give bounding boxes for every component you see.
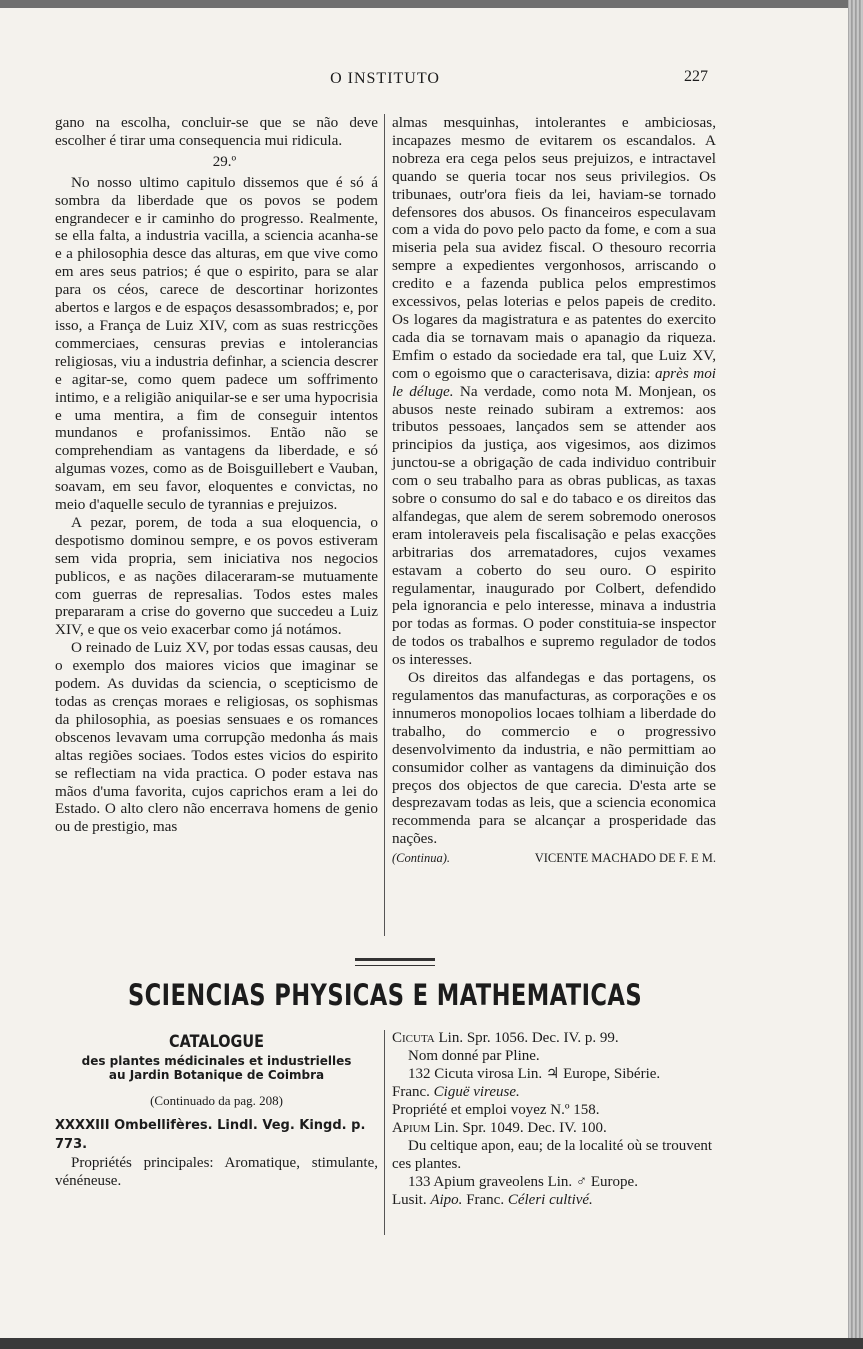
running-title: O INSTITUTO (330, 70, 440, 87)
page-edge (848, 0, 863, 1349)
paragraph-text: Na verdade, como nota M. Monjean, os abusos neste reinado subiram a extremos: aos tributos pessoaes, lançados sem se attender aos principios da justiça, aos vigesimos, aos dizimos junctou-se a obrigação de cada individuo contribuir com o seu trabalho para as obras publicas, as taxas sobre o consumo do sal e do tabaco e os direitos das alfandegas, que alem de serem sobremodo onerosos eram intoleraveis pela fiscalisação e pelas exacções arbitrarias dos arrematadores, cujos vexames estavam a coberto do seu ouro. O espirito regulamentar, inaugurado por Colbert, defendido pela ignorancia e pelo interesse, minava a industria por todas as formas. O poder constituia-se inspector de todos os trabalhos e supremo regulador de todos os interesses. (392, 382, 716, 669)
paragraph: O reinado de Luiz XV, por todas essas causas, deu o exemplo dos maiores vicios que imaginar se podem. As duvidas da sciencia, o scepticismo de todas as crenças moraes e religiosas, os sophismas da philosophia, as poesias sensuaes e os romances obscenos levavam uma corrupção medonha ás mais altas regiões sociaes. Todos estes vicios do espirito se reflectiam na vida practica. O poder estava nas mãos d'uma favorita, cujos caprichos eram a lei do Estado. O alto clero não encerrava homens de genio ou de prestigio, mas (55, 639, 378, 836)
continuation-note: (Continuado da pag. 208) (150, 1093, 283, 1108)
paragraph: No nosso ultimo capitulo dissemos que é só á sombra da liberdade que os povos se podem engrandecer e ir caminho do progresso. Realmente, se ella falta, a industria vacilla, a sciencia acanha-se e a philosophia desce das alturas, em que vive como em ares seus patrios; é que o espirito, para se alar para os céos, carece de descortinar horizontes abertos e largos e de espaços desassombrados; e, por isso, a França de Luiz XIV, com as suas restricções commerciaes, censuras previas e intolerancias religiosas, viu a industria definhar, a sciencia descrer e agitar-se, como quem padece um soffrimento intimo, e a religião aniquilar-se e ser uma hypocrisia e uma mentira, a fim de conseguir intentos mundanos e profanissimos. Então não se comprehendiam as vantagens da liberdade, e só algumas vozes, como as de Boisguillebert e Vauban, soavam, em seu favor, eloquentes e convictas, no meio d'aquelle seculo de tyrannias e prejuizos. (55, 173, 378, 514)
family-entry (55, 1116, 378, 1154)
paragraph (392, 114, 716, 669)
french-quote: après moi le déluge. (392, 364, 717, 400)
common-name (392, 1191, 720, 1209)
catalogue-right (392, 1029, 720, 1209)
properties-entry: Propriétés principales: Aromatique, stimulante, vénéneuse. (55, 1155, 378, 1189)
column-divider (384, 1030, 385, 1235)
family-text: XXXXIII Ombellifères. Lindl. Veg. Kingd. p. 773. (55, 1118, 366, 1152)
genus-name: Cicuta (392, 1030, 435, 1046)
paragraph-text: almas mesquinhas, intolerantes e ambiciosas, incapazes mesmo de evitarem os escandalos. A nobreza era cega pelos seus prejuizos, e intractavel quando se queria tocar nos seus privilegios. Os tribunaes, outr'ora fieis da lei, haviam-se tornado defensores dos abusos. Os financeiros especulavam com a vida do povo pelo pacto da fome, e com a sua miseria pela sua avidez fiscal. O thesouro recorria sempre a expedientes vergonhosos, arriscando o credito e a fazenda publica pelos emprestimos excessivos, pelas loterias e pelos papeis de credito. Os logares da magistratura e as patentes do exercito cada dia se tornavam mais o apanagio da riqueza. Emfim o estado da sociedade era tal, que Luiz XV, com o egoismo que o caracterisava, dizia: (392, 114, 716, 382)
paragraph: A pezar, porem, de toda a sua eloquencia, o despotismo dominou sempre, e os povos estiveram sem vida propria, sem iniciativa nos negocios publicos, e as nações dilaceraram-se mutuamente com guerras de represalias. Todos estes males prepararam a crise do governo que succedeu a Luiz XIV, e que os veio exacerbar como já notámos. (55, 513, 378, 639)
language-label: Lusit. (392, 1192, 427, 1208)
portuguese-name: Aipo. (430, 1192, 463, 1208)
catalogue-title: CATALOGUE (168, 1032, 265, 1052)
paragraph: Os direitos das alfandegas e das portagens, os regulamentos das manufacturas, as corporações e os innumeros monopolios locaes tolhiam a liberdade do trabalho, do commercio e o progressivo desenvolvimento da industria, e não permittiam ao consumidor colher as vantagens da diminuição dos preços dos objectos de que carecia. D'esta arte se desprezavam todas as leis, que a sciencia economica recommenda para se alcançar a prosperidade das nações. (392, 669, 716, 848)
section-heading: SCIENCIAS PHYSICAS E MATHEMATICAS (127, 978, 643, 1012)
genus-reference: Lin. Spr. 1056. Dec. IV. p. 99. (438, 1030, 619, 1046)
species-entry: 132 Cicuta virosa Lin. ♃ Europe, Sibérie. (408, 1066, 661, 1082)
catalogue-left (55, 1033, 378, 1190)
left-column (55, 114, 378, 836)
column-divider (384, 114, 385, 936)
entry-line: Propriété et emploi voyez N.º 158. (392, 1102, 600, 1118)
genus-entry (392, 1029, 720, 1047)
entry-line: Nom donné par Pline. (408, 1048, 540, 1064)
genus-name: Apium (392, 1120, 431, 1136)
language-label: Franc. (466, 1192, 505, 1208)
genus-reference: Lin. Spr. 1049. Dec. IV. 100. (434, 1120, 607, 1136)
signature-line (392, 850, 716, 868)
language-label: Franc. (392, 1084, 430, 1100)
right-column (392, 114, 716, 868)
catalogue-subtitle: au Jardin Botanique de Coimbra (108, 1068, 325, 1082)
etymology-entry: Du celtique apon, eau; de la localité où se trouvent ces plantes. (392, 1138, 713, 1172)
common-name (392, 1083, 720, 1101)
page-number: 227 (684, 68, 708, 85)
french-name: Céleri cultivé. (507, 1192, 593, 1208)
section-separator (355, 958, 435, 966)
genus-entry (392, 1119, 720, 1137)
intro-paragraph: gano na escolha, concluir-se que se não deve escolher é tirar uma consequencia mui ridicula. (55, 114, 378, 149)
french-name: Ciguë vireuse. (433, 1084, 520, 1100)
species-entry: 133 Apium graveolens Lin. ♂ Europe. (408, 1174, 638, 1190)
bottom-edge (0, 1338, 863, 1349)
section-number: 29.º (212, 153, 237, 170)
continua-note: (Continua). (392, 851, 450, 866)
catalogue-subtitle: des plantes médicinales et industrielles (81, 1054, 352, 1068)
author-signature: VICENTE MACHADO DE F. E M. (534, 851, 716, 866)
